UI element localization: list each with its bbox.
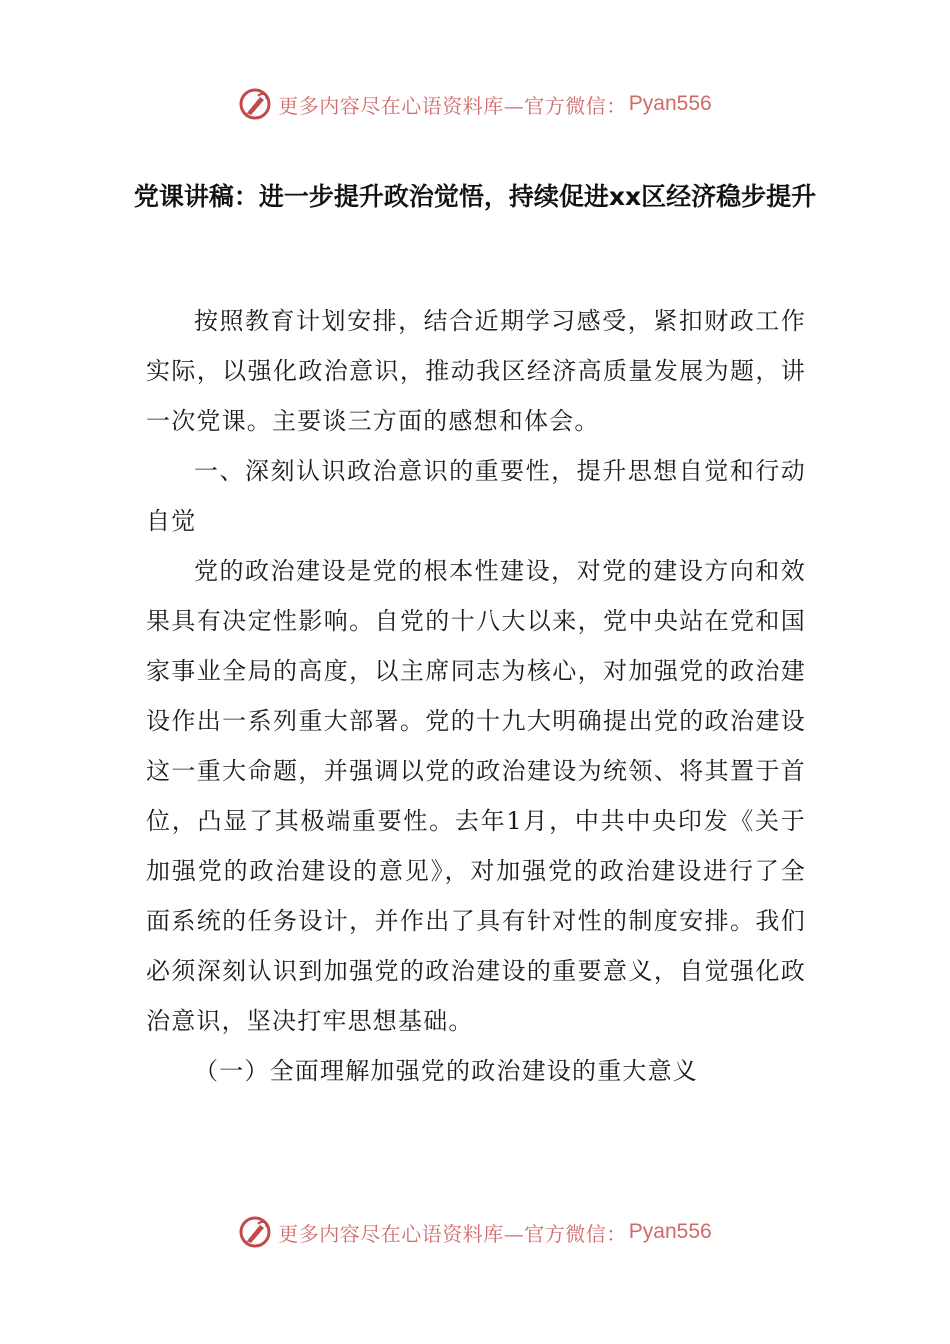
section-heading-1: 一、深刻认识政治意识的重要性，提升思想自觉和行动自觉 (146, 457, 806, 535)
header-banner-text: 更多内容尽在心语资料库—官方微信： (278, 93, 627, 118)
footer-banner-text: 更多内容尽在心语资料库—官方微信： (278, 1221, 627, 1246)
pen-nib-logo-icon (238, 87, 272, 121)
paragraph-intro: 按照教育计划安排，结合近期学习感受，紧扣财政工作实际，以强化政治意识，推动我区经济高质量发展为题，讲一次党课。主要谈三方面的感想和体会。 (146, 307, 806, 435)
footer-banner (0, 1212, 950, 1252)
document-title: 党课讲稿：进一步提升政治觉悟，持续促进xx区经济稳步提升 (133, 182, 817, 211)
document-body (146, 296, 806, 1096)
paragraph-political-building: 党的政治建设是党的根本性建设，对党的建设方向和效果具有决定性影响。自党的十八大以来，党中央站在党和国家事业全局的高度，以主席同志为核心，对加强党的政治建设作出一系列重大部署。党的十九大明确提出党的政治建设这一重大命题，并强调以党的政治建设为统领、将其置于首位，凸显了其极端重要性。去年1月，中共中央印发《关于加强党的政治建设的意见》，对加强党的政治建设进行了全面系统的任务设计，并作出了具有针对性的制度安排。我们必须深刻认识到加强党的政治建设的重要意义，自觉强化政治意识，坚决打牢思想基础。 (146, 557, 806, 1035)
pen-nib-logo-icon (238, 1215, 272, 1249)
header-wechat-id: Pyan556 (628, 92, 712, 115)
header-banner (0, 84, 950, 124)
subsection-heading-1: （一）全面理解加强党的政治建设的重大意义 (194, 1057, 698, 1085)
footer-wechat-id: Pyan556 (628, 1220, 712, 1243)
